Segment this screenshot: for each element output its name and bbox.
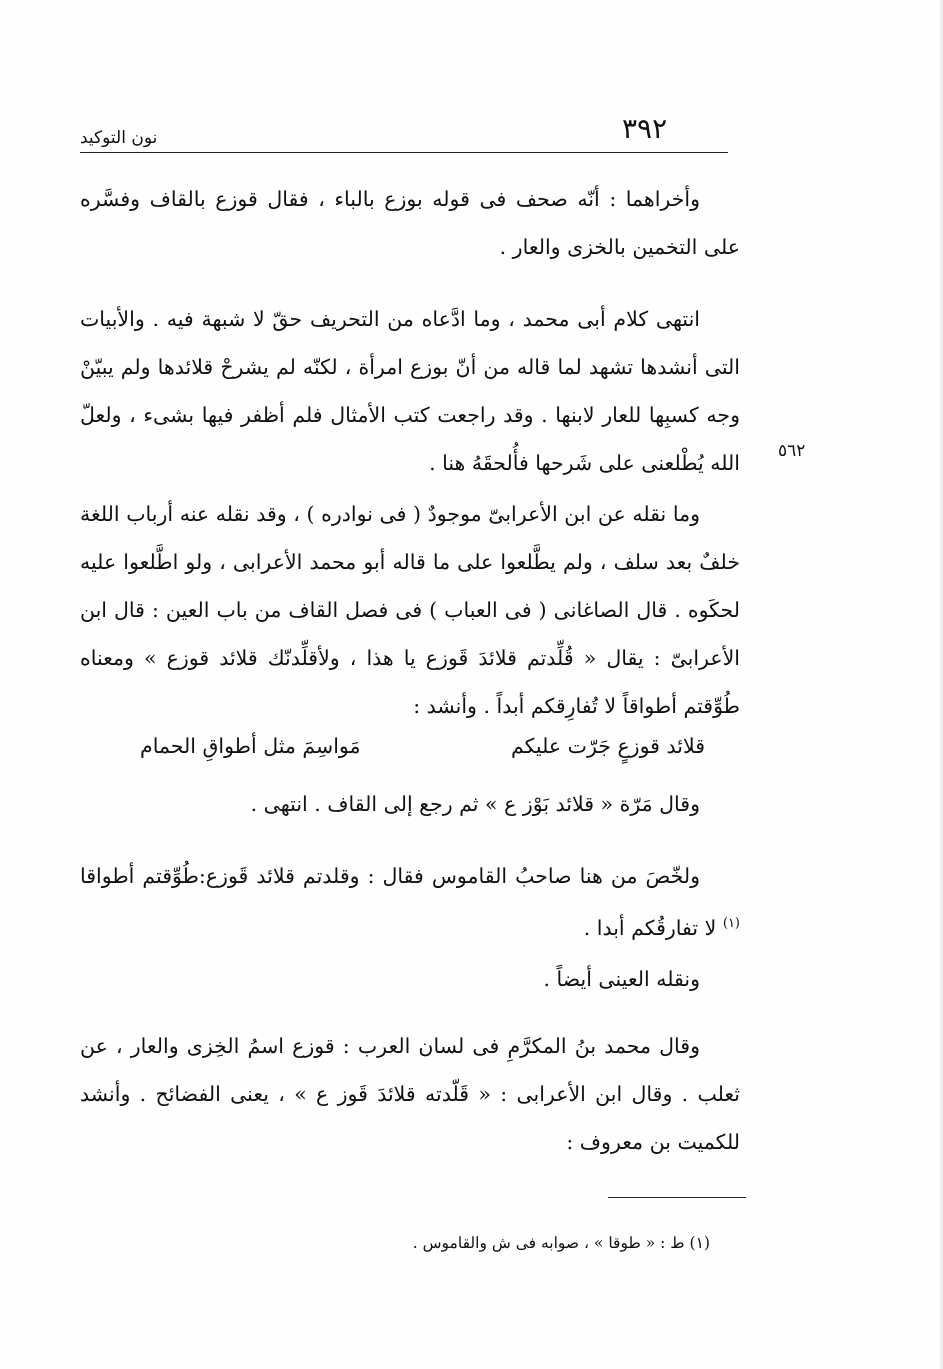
page-number: ٣٩٢ [622, 112, 668, 145]
margin-reference-number: ٥٦٢ [778, 441, 806, 461]
paragraph-after-verse: وقال مَرّة « قلائد بَوْز ع » ثم رجع إلى القاف . انتهى . [250, 792, 700, 816]
poem-verse [140, 726, 705, 770]
paragraph-1: وأخراهما : أنّه صحف فى قوله بوزع بالباء ، فقال قوزع بالقاف وفسَّره على التخمين بالخزى والعار . [80, 187, 740, 259]
paragraph-ayni: ونقله العينى أيضاً . [543, 967, 700, 991]
paragraph-qamus [80, 852, 740, 952]
verse-hemistich-first: قلائد قوزعٍ جَرّت عليكم [510, 734, 705, 758]
verse-hemistich-second: مَواسِمَ مثل أطواقِ الحمام [140, 734, 361, 758]
qamus-text-before: ولخّصَ من هنا صاحبُ القاموس فقال : وقلدتم قلائد قَوزع:طُوِّقتم أطواقا [80, 864, 700, 888]
running-head: نون التوكيد [80, 128, 158, 148]
footnote: (١) ط : « طوقا » ، صوابه فى ش والقاموس . [412, 1234, 710, 1252]
qamus-text-after: لا تفارقُكم أبدا . [583, 915, 717, 940]
paragraph-2: انتهى كلام أبى محمد ، وما ادَّعاه من التحريف حقّ لا شبهة فيه . والأبيات التى أنشدها تشهد لما قاله من أنّ بوزع امرأة ، لكنّه لم يشرحْ قلائدها ولم يبيّنْ وجه كسبِها للعار لابنها . وقد راجعت كتب الأمثال فلم أظفر فيها بشىء ، ولعلّ الله يُطْلعنى على شَرحها فأُلحقَهُ هنا . [80, 307, 740, 475]
footnote-marker: (١) [722, 916, 740, 931]
paragraph-lisan: وقال محمد بنُ المكرَّمِ فى لسان العرب : قوزع اسمُ الخِزى والعار ، عن ثعلب . وقال ابن الأعرابى : « قَلّدته قلائدَ قَوز ع » ، يعنى الفضائح . وأنشد للكميت بن معروف : [80, 1034, 740, 1154]
paragraph-3: وما نقله عن ابن الأعرابىّ موجودٌ ( فى نوادره ) ، وقد نقله عنه أرباب اللغة خلفٌ بعد سلف ، ولم يطَّلعوا على ما قاله أبو محمد الأعرابى ، ولو اطَّلعوا عليه لحكَوه . قال الصاغانى ( فى العباب ) فى فصل القاف من باب العين : قال ابن الأعرابىّ : يقال « قُلِّدتم قلائدَ قَوزع يا هذا ، ولأقلِّدنّك قلائد قوزع » ومعناه طُوِّقتم أطواقاً لا تُفارِقكم أبداً . وأنشد : [80, 502, 740, 718]
footnote-rule [608, 1197, 746, 1198]
header-rule [80, 152, 728, 153]
